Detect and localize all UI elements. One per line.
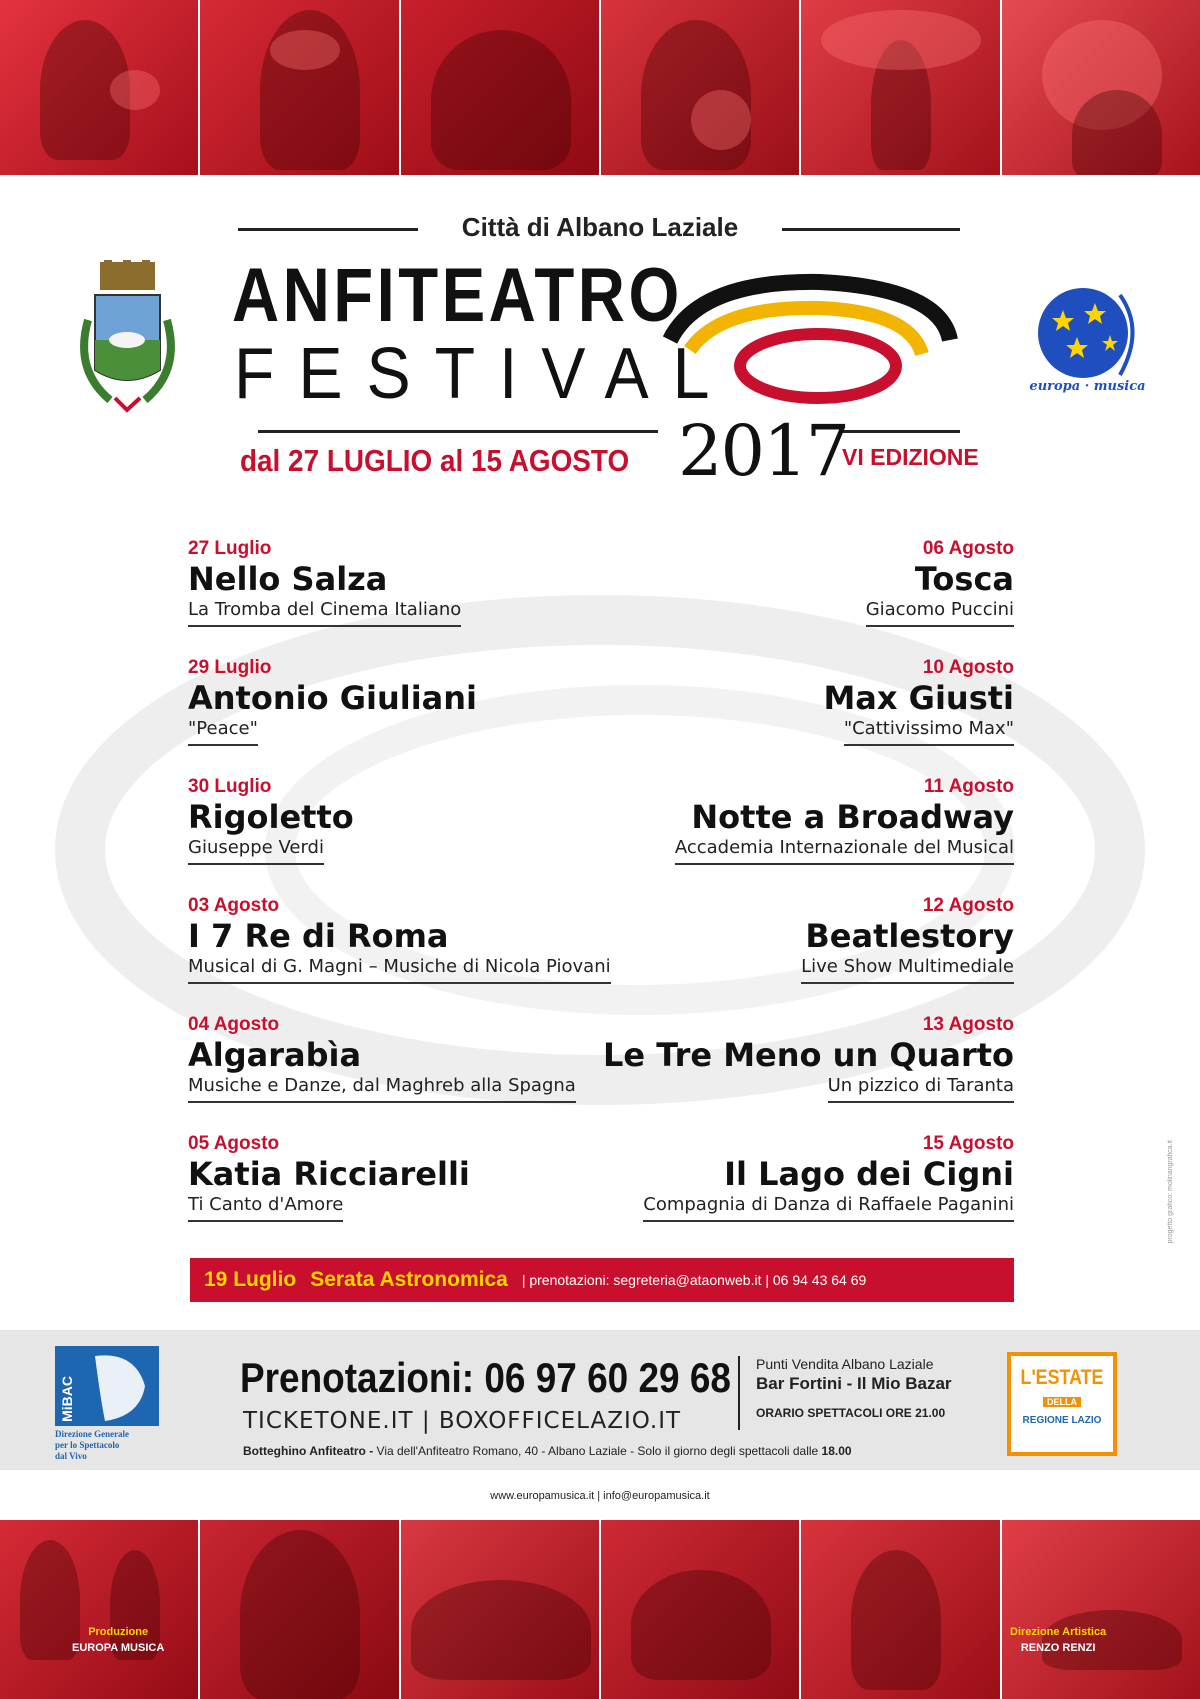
direction-label: Direzione Artistica [1010, 1626, 1107, 1638]
event-date: 06 Agosto [922, 538, 1014, 559]
estate-della: DELLA [1043, 1397, 1081, 1407]
booking-phone: Prenotazioni: 06 97 60 29 68 [240, 1354, 731, 1401]
title-line1: ANFITEATRO [232, 253, 683, 338]
event-date: 05 Agosto [188, 1133, 280, 1154]
event-subtitle: "Peace" [188, 717, 258, 746]
event-item [494, 895, 1014, 984]
estate-region: REGIONE LAZIO [1022, 1415, 1102, 1426]
mibac-caption-line: per lo Spettacolo [55, 1440, 120, 1450]
mibac-logo [55, 1346, 165, 1462]
event-date: 15 Agosto [922, 1133, 1014, 1154]
box-office-text: Via dell'Anfiteatro Romano, 40 - Albano Laziale - Solo il giorno degli spettacoli dalle [373, 1444, 822, 1458]
event-subtitle: Compagnia di Danza di Raffaele Paganini [643, 1193, 1014, 1222]
photo-panel-singer [1002, 0, 1200, 175]
photo-panel-costume [601, 0, 801, 175]
event-date: 04 Agosto [188, 1014, 280, 1035]
show-time: ORARIO SPETTACOLI ORE 21.00 [756, 1406, 946, 1420]
booking-websites: TICKETONE.IT | BOXOFFICELAZIO.IT [243, 1408, 682, 1434]
photo-panel-chorus [401, 1520, 601, 1699]
event-title: Beatlestory [805, 917, 1014, 955]
event-subtitle: Musical di G. Magni – Musiche di Nicola Piovani [188, 955, 611, 984]
photo-panel-folk [801, 1520, 1001, 1699]
production-name: EUROPA MUSICA [72, 1642, 165, 1654]
photo-panel-tenor [200, 1520, 400, 1699]
astro-title: Serata Astronomica [310, 1268, 508, 1291]
festival-dates: dal 27 LUGLIO al 15 AGOSTO [240, 443, 630, 478]
photo-panel-dancers [0, 1520, 200, 1699]
event-date: 13 Agosto [922, 1014, 1014, 1035]
europa-musica-logo [1025, 275, 1150, 400]
mibac-caption-line: Direzione Generale [55, 1429, 130, 1439]
event-date: 03 Agosto [188, 895, 280, 916]
photo-panel-stage [801, 0, 1001, 175]
event-date: 30 Luglio [188, 776, 272, 797]
event-subtitle: Ti Canto d'Amore [188, 1193, 343, 1222]
photo-panel-band [601, 1520, 801, 1699]
coat-of-arms-icon [70, 260, 185, 430]
event-title: Nello Salza [188, 560, 388, 598]
artistic-direction-credit [1010, 1624, 1106, 1656]
festival-year: 2017 [678, 410, 849, 492]
event-subtitle: "Cattivissimo Max" [844, 717, 1014, 746]
event-title: Il Lago dei Cigni [724, 1155, 1014, 1193]
mibac-caption-line: dal Vivo [55, 1451, 87, 1461]
header-rule-bottom [258, 430, 658, 433]
sale-points-title: Punti Vendita Albano Laziale [756, 1356, 934, 1372]
event-title: I 7 Re di Roma [188, 917, 449, 955]
mibac-caption [55, 1429, 165, 1462]
box-office-time: 18.00 [821, 1444, 852, 1458]
astro-date: 19 Luglio [204, 1268, 297, 1291]
event-title: Le Tre Meno un Quarto [603, 1036, 1014, 1074]
event-title: Rigoletto [188, 798, 354, 836]
sale-points [756, 1356, 952, 1420]
event-item [494, 776, 1014, 865]
event-item [494, 538, 1014, 627]
estate-regione-lazio-logo [1007, 1352, 1117, 1456]
booking-divider [738, 1356, 740, 1430]
astro-info: | prenotazioni: segreteria@ataonweb.it | 06 94 43 64 69 [521, 1272, 867, 1288]
production-label: Produzione [88, 1626, 149, 1638]
event-item [494, 1014, 1014, 1103]
bottom-photo-strip [0, 1520, 1200, 1699]
event-subtitle: La Tromba del Cinema Italiano [188, 598, 461, 627]
header-rule-bottom-right [842, 430, 960, 433]
event-subtitle: Un pizzico di Taranta [828, 1074, 1014, 1103]
background-swirl [0, 520, 1200, 1240]
mibac-label: MiBAC [59, 1376, 75, 1422]
box-office-info [243, 1444, 852, 1458]
event-title: Antonio Giuliani [188, 679, 477, 717]
europa-musica-text: europa · musica [1029, 379, 1146, 394]
design-credit: progetto grafico: molinarigrafica.it [1167, 1140, 1174, 1244]
event-subtitle: Accademia Internazionale del Musical [675, 836, 1014, 865]
event-subtitle: Giacomo Puccini [866, 598, 1014, 627]
event-subtitle: Live Show Multimediale [801, 955, 1014, 984]
mibac-badge-icon [55, 1346, 159, 1426]
title-line2: FESTIVAL [234, 334, 734, 414]
event-subtitle: Giuseppe Verdi [188, 836, 324, 865]
photo-panel-ballet [1002, 1520, 1200, 1699]
estate-title: L'ESTATE [1020, 1366, 1104, 1389]
event-title: Notte a Broadway [691, 798, 1014, 836]
event-date: 11 Agosto [923, 776, 1014, 797]
festival-rings-logo [660, 270, 960, 410]
production-credit [72, 1624, 164, 1656]
box-office-label: Botteghino Anfiteatro - [243, 1444, 374, 1458]
event-item [494, 1133, 1014, 1222]
event-date: 27 Luglio [188, 538, 272, 559]
photo-panel-trumpeter [0, 0, 200, 175]
photo-panel-opera [401, 0, 601, 175]
event-item [494, 657, 1014, 746]
astronomy-banner [190, 1258, 1014, 1302]
event-title: Max Giusti [823, 679, 1014, 717]
sale-points-shops: Bar Fortini - Il Mio Bazar [756, 1374, 952, 1393]
event-subtitle: Musiche e Danze, dal Maghreb alla Spagna [188, 1074, 576, 1103]
event-date: 29 Luglio [188, 657, 272, 678]
direction-name: RENZO RENZI [1020, 1642, 1096, 1654]
event-title: Algarabìa [188, 1036, 362, 1074]
website-contacts: www.europamusica.it | info@europamusica.it [490, 1490, 710, 1502]
event-date: 10 Agosto [922, 657, 1014, 678]
top-photo-strip [0, 0, 1200, 175]
event-date: 12 Agosto [922, 895, 1014, 916]
city-name: Città di Albano Laziale [461, 212, 739, 242]
festival-edition: VI EDIZIONE [842, 444, 979, 470]
event-title: Tosca [914, 560, 1014, 598]
event-title: Katia Ricciarelli [188, 1155, 470, 1193]
photo-panel-comedian [200, 0, 400, 175]
